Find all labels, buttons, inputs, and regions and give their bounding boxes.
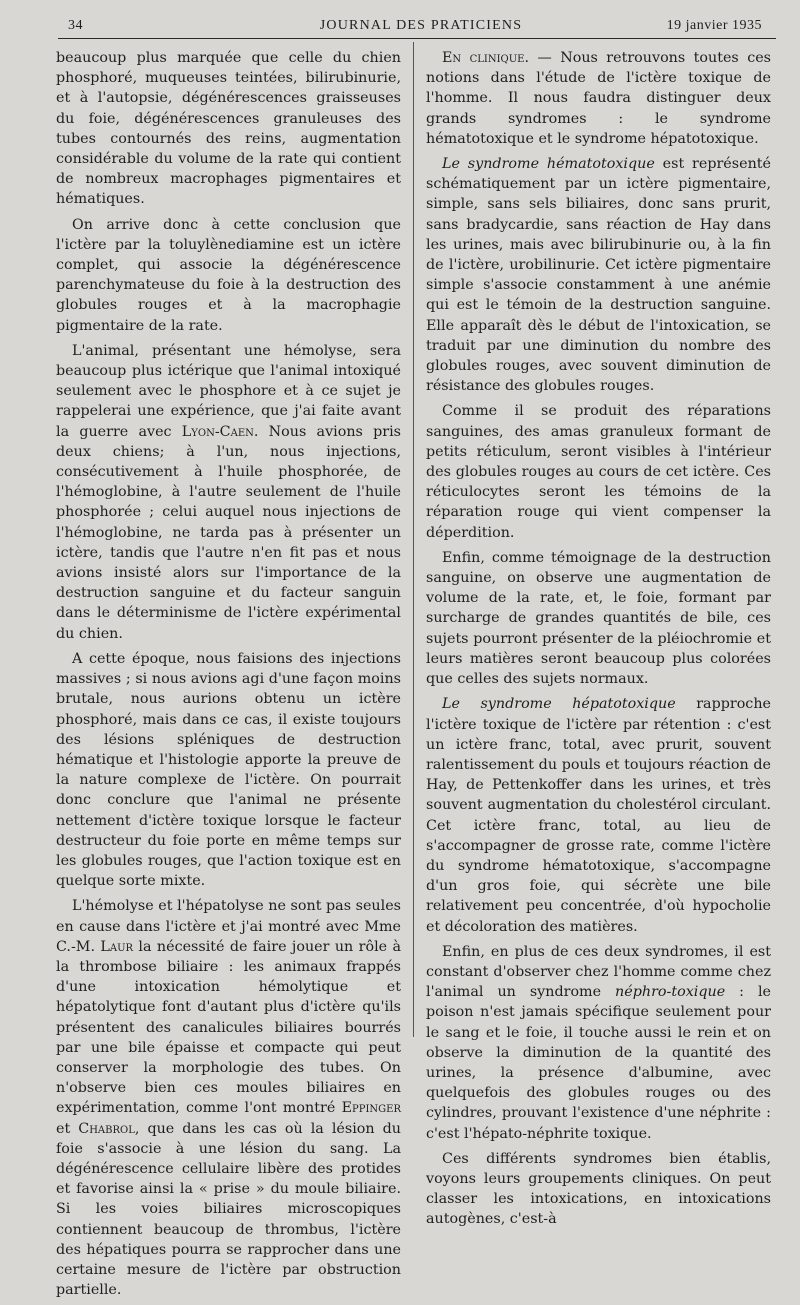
page-number: 34 [68,18,83,33]
paragraph [426,694,771,936]
left-column [56,48,401,1305]
paragraph: Enfin, comme témoignage de la destruction sanguine, on observe une augmentation de volume de la rate, et, le foie, formant par surcharge de grandes quantités de bile, ces sujets pourront présenter de la pléiochromie et leurs matières seront beaucoup plus colorées que celles des sujets normaux. [426,549,771,688]
journal-title: JOURNAL DES PRATICIENS [319,18,523,33]
header-rule [58,38,776,39]
text-run: la nécessité de faire jouer un rôle à la thrombose biliaire : les animaux frappés d'une intoxication hémolytique et hépatolytique font d'autant plus d'ictère qu'ils présentent des canalicules biliaires bourrés par une bile épaisse et compacte qui peut conserver la morphologie des tubes. On n'observe bien ces moules biliaires en expérimentation, comme l'ont montré [56,938,401,1117]
paragraph [426,154,771,396]
paragraph: Comme il se produit des réparations sanguines, des amas granuleux formant de petits réticulum, seront visibles à l'intérieur des globules rouges au cours de cet ictère. Ces réticulocytes seront les témoins de la réparation rouge qui vient compenser la déperdition. [426,403,771,541]
text-run: rapproche l'ictère toxique de l'ictère par rétention : c'est un ictère franc, total, avec prurit, souvent ralentissement du pouls et toujours réaction de Hay, de Pettenkoffer dans les urines, et très souvent augmentation du cholestérol circulant. Cet ictère franc, total, au lieu de s'accompagner de grosse rate, comme l'ictère du syndrome hématotoxique, s'accompagne d'un gros foie, qui sécrète une bile relativement peu concentrée, d'où hypocholie et décoloration des matières. [426,696,771,935]
italic-term: néphro-toxique [615,984,726,1001]
paragraph: beaucoup plus marquée que celle du chien phosphoré, muqueuses teintées, bilirubinurie, et à l'autopsie, dégénérescences graisseuses du foie, dégénérescences granuleuses des tubes contournés des reins, augmentation considérable du volume de la rate qui contient de nombreux macrophages pigmentaires et hématiques. [56,50,401,208]
author-name: Eppinger [341,1100,401,1117]
column-divider [413,42,414,1037]
text-run: Enfin, en plus de ces deux syndromes, il est constant d'observer chez l'homme comme chez l'animal un syndrome [426,943,771,1001]
text-run: : le poison n'est jamais spécifique seulement pour le sang et le foie, il touche aussi le rein et on observe la diminution de la quantité des urines, la présence d'albumine, avec quelquefois des globules rouges ou des cylindres, prouvant l'existence d'une néphrite : c'est l'hépato-néphrite toxique. [426,984,771,1142]
paragraph: On arrive donc à cette conclusion que l'ictère par la toluylènediamine est un ictère complet, qui associe la dégénérescence parenchymateuse du foie à la destruction des globules rouges et à la macrophagie pigmentaire de la rate. [56,216,401,334]
section-lead: Le syndrome hépatotoxique [442,696,676,713]
paragraph [426,48,771,149]
paragraph [56,896,401,1300]
text-run: et [56,1120,79,1137]
text-run: . — Nous retrouvons toutes ces notions dans l'étude de l'ictère toxique de l'homme. Il nous faudra distinguer deux grands syndromes : le syndrome hématotoxique et le syndrome hépatotoxique. [426,50,771,147]
paragraph [426,942,771,1144]
paragraph: A cette époque, nous faisions des injections massives ; si nous avions agi d'une façon moins brutale, nous aurions obtenu un ictère phosphoré, mais dans ce cas, il existe toujours des lésions spléniques de destruction hématique et l'histologie apporte la preuve de la nature complexe de l'ictère. On pourrait donc conclure que l'animal ne présente nettement d'ictère toxique lorsque le facteur destructeur du foie porte en même temps sur les globules rouges, que l'action toxique est en quelque sorte mixte. [56,650,401,890]
author-name: Lyon-Caen [181,423,254,440]
text-run: est représenté schématiquement par un ictère pigmentaire, simple, sans sels biliaires, donc sans prurit, sans bradycardie, sans réaction de Hay dans les urines, mais avec bilirubinurie ou, à la fin de l'ictère, urobilinurie. Cet ictère pigmentaire simple s'associe constamment à une anémie qui est le témoin de la destruction sanguine. Elle apparaît dès le début de l'intoxication, se traduit par une diminution du nombre des globules rouges, avec souvent diminution de résistance des globules rouges. [426,156,771,395]
paragraph: Ces différents syndromes bien établis, voyons leurs groupements cliniques. On peut classer les intoxications, en intoxications autogènes, c'est-à [426,1150,771,1228]
section-lead: Le syndrome hématotoxique [442,156,655,173]
text-run: . Nous avions pris deux chiens; à l'un, nous injections, consécutivement à l'huile phosphorée, de l'hémoglobine, à l'autre seulement de l'huile phosphorée ; celui auquel nous injections de l'hémoglobine, ne tarda pas à présenter un ictère, tandis que l'autre n'en fit pas et nous avions insisté alors sur l'importance de la destruction sanguine et du facteur sanguin dans le déterminisme de l'ictère expérimental du chien. [56,423,401,642]
paragraph [56,341,401,644]
right-column [426,48,771,1235]
text-run: L'hémolyse et l'hépatolyse ne sont pas seules en cause dans l'ictère et j'ai montré avec Mme C.-M. [56,898,401,955]
author-name: Chabrol [78,1120,135,1137]
text-run: L'animal, présentant une hémolyse, sera beaucoup plus ictérique que l'animal intoxiqué seulement avec le phosphore et à ce sujet je rappelerai une expérience, que j'ai faite avant la guerre avec [56,342,401,440]
section-lead: En clinique [442,50,525,66]
running-header [60,14,782,36]
text-run: , que dans les cas où la lésion du foie s'associe à une lésion du sang. La dégénérescence cellulaire libère des protides et favorise ainsi la « prise » du moule biliaire. Si les voies biliaires microscopiques contiennent beaucoup de thrombus, l'ictère des hépatiques pourra se rapprocher dans une certaine mesure de l'ictère par obstruction partielle. [56,1120,401,1299]
author-name: Laur [100,938,134,955]
issue-date: 19 janvier 1935 [666,18,762,33]
